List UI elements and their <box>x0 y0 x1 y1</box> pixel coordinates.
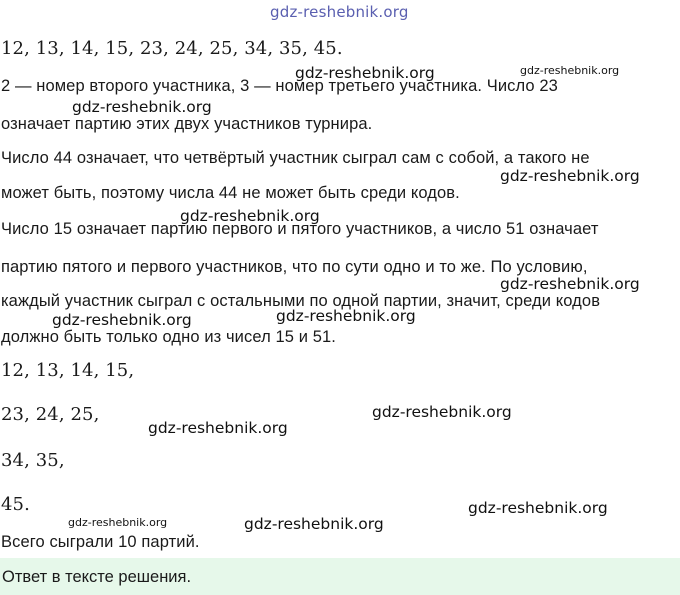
watermark: gdz-reshebnik.org <box>180 207 320 225</box>
text-line: Число 44 означает, что четвёртый участник сыграл сам с собой, а такого не <box>1 149 590 167</box>
watermark: gdz-reshebnik.org <box>520 64 620 77</box>
watermark: gdz-reshebnik.org <box>500 167 640 185</box>
text-line: каждый участник сыграл с остальными по одной партии, значит, среди кодов <box>1 292 601 310</box>
codes-row-1: 12, 13, 14, 15, <box>1 360 135 381</box>
text-line: 2 — номер второго участника, 3 — номер третьего участника. Число 23 <box>1 77 558 95</box>
codes-row-3: 34, 35, <box>1 450 65 471</box>
answer-box <box>0 558 680 595</box>
watermark: gdz-reshebnik.org <box>500 275 640 293</box>
watermark: gdz-reshebnik.org <box>468 499 608 517</box>
watermark: gdz-reshebnik.org <box>148 419 288 437</box>
watermark: gdz-reshebnik.org <box>244 515 384 533</box>
answer-text: Ответ в тексте решения. <box>2 568 192 586</box>
watermark: gdz-reshebnik.org <box>72 98 212 116</box>
text-line: должно быть только одно из чисел 15 и 51. <box>1 328 336 346</box>
watermark: gdz-reshebnik.org <box>295 64 435 82</box>
watermark: gdz-reshebnik.org <box>276 307 416 325</box>
text-line: Число 15 означает партию первого и пятого участников, а число 51 означает <box>1 220 599 238</box>
codes-row-4: 45. <box>1 494 30 515</box>
sequence-line: 12, 13, 14, 15, 23, 24, 25, 34, 35, 45. <box>1 38 343 59</box>
total-line: Всего сыграли 10 партий. <box>1 533 200 551</box>
watermark: gdz-reshebnik.org <box>68 516 168 529</box>
watermark: gdz-reshebnik.org <box>52 311 192 329</box>
watermark: gdz-reshebnik.org <box>372 403 512 421</box>
text-line: означает партию этих двух участников турнира. <box>1 115 373 133</box>
text-line: партию пятого и первого участников, что по сути одно и то же. По условию, <box>1 258 588 276</box>
codes-row-2: 23, 24, 25, <box>1 404 100 425</box>
text-line: может быть, поэтому числа 44 не может быть среди кодов. <box>1 184 460 202</box>
watermark-top: gdz-reshebnik.org <box>270 3 409 21</box>
